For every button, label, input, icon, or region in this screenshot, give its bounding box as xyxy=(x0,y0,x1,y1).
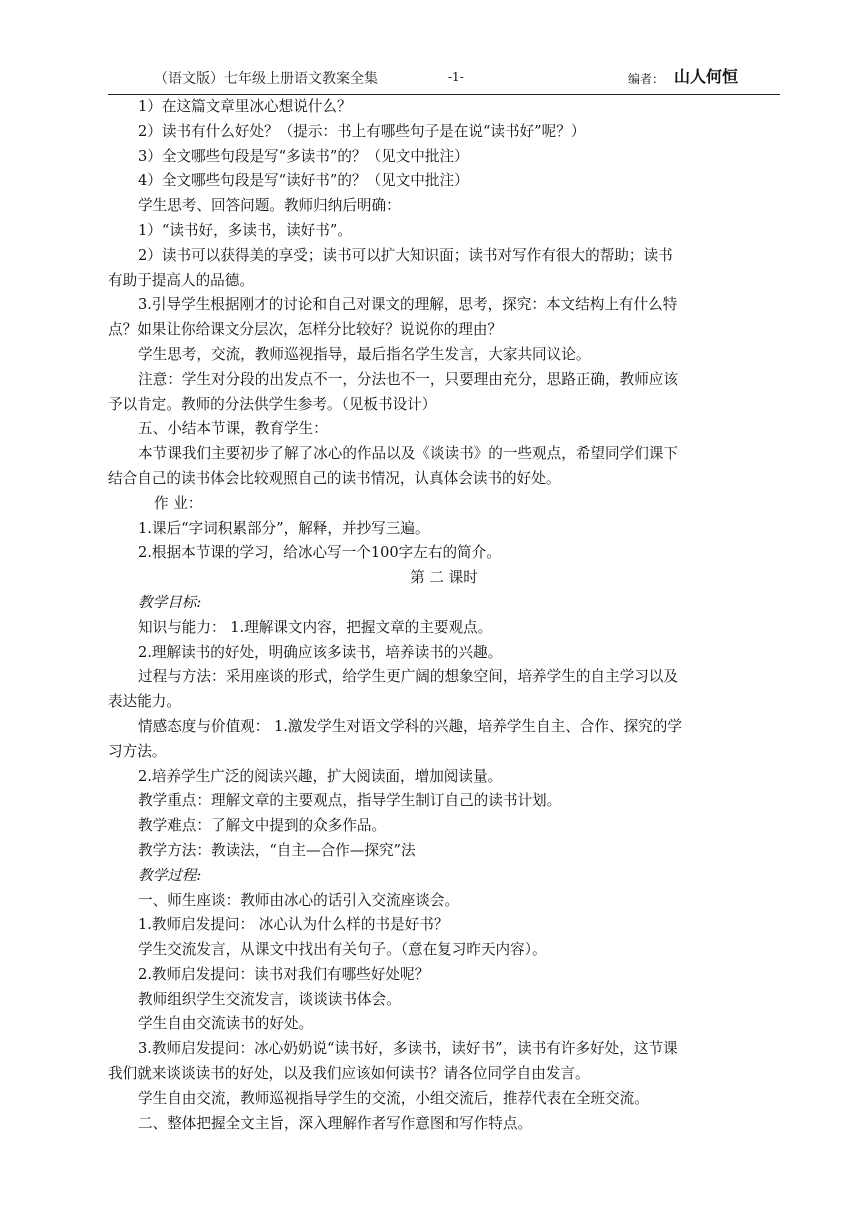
editor-label: 编者： xyxy=(628,72,665,86)
text-line: 1.课后“字词积累部分”，解释，并抄写三遍。 xyxy=(138,519,430,537)
text-line: 予以肯定。教师的分法供学生参考。（见板书设计） xyxy=(108,395,437,413)
text-line: 一、师生座谈：教师由冰心的话引入交流座谈会。 xyxy=(138,891,460,909)
text-line: 点？如果让你给课文分层次，怎样分比较好？说说你的理由？ xyxy=(108,321,503,339)
text-line: 结合自己的读书体会比较观照自己的读书情况，认真体会读书的好处。 xyxy=(108,469,561,487)
text-line: 2.培养学生广泛的阅读兴趣，扩大阅读面，增加阅读量。 xyxy=(138,767,503,785)
text-line: 1）“读书好，多读书，读好书”。 xyxy=(138,221,352,239)
text-line: 2）读书有什么好处？（提示：书上有哪些句子是在说“读书好”呢？） xyxy=(138,122,586,140)
page-header xyxy=(108,62,780,95)
text-line: 过程与方法：采用座谈的形式，给学生更广阔的想象空间，培养学生的自主学习以及 xyxy=(138,668,678,686)
header-title: （语文版）七年级上册语文教案全集 xyxy=(154,71,378,87)
text-line: 学生思考，交流，教师巡视指导，最后指名学生发言，大家共同议论。 xyxy=(138,345,591,363)
text-line: 2.理解读书的好处，明确应该多读书，培养读书的兴趣。 xyxy=(138,643,503,661)
text-line: 五、小结本节课，教育学生： xyxy=(138,420,328,438)
text-line: 学生自由交流读书的好处。 xyxy=(138,1015,314,1033)
text-line: 3.教师启发提问：冰心奶奶说“读书好，多读书，读好书”，读书有许多好处，这节课 xyxy=(138,1040,678,1058)
text-line: 教学重点：理解文章的主要观点，指导学生制订自己的读书计划。 xyxy=(138,792,562,810)
text-line: 习方法。 xyxy=(108,742,167,760)
subheading: 教学过程: xyxy=(138,866,202,884)
text-line: 教学难点：了解文中提到的众多作品。 xyxy=(138,817,387,835)
text-line: 学生思考、回答问题。教师归纳后明确： xyxy=(138,197,401,215)
document-body xyxy=(108,95,780,1136)
text-line: 学生交流发言，从课文中找出有关句子。（意在复习昨天内容）。 xyxy=(138,941,547,959)
text-line: 二、整体把握全文主旨，深入理解作者写作意图和写作特点。 xyxy=(138,1114,533,1132)
text-line: 2.根据本节课的学习，给冰心写一个100字左右的简介。 xyxy=(138,544,501,562)
text-line: 教学方法：教读法，“自主—合作—探究”法 xyxy=(138,841,416,859)
text-line: 有助于提高人的品德。 xyxy=(108,271,254,289)
text-line: 2）读书可以获得美的享受；读书可以扩大知识面；读书对写作有很大的帮助；读书 xyxy=(138,246,673,264)
homework-heading: 作 业： xyxy=(154,494,203,512)
text-line: 学生自由交流，教师巡视指导学生的交流，小组交流后，推荐代表在全班交流。 xyxy=(138,1089,649,1107)
text-line: 4）全文哪些句段是写“读好书”的？（见文中批注） xyxy=(138,172,469,190)
text-line: 情感态度与价值观： 1.激发学生对语文学科的兴趣，培养学生自主、合作、探究的学 xyxy=(138,717,682,735)
text-line: 2.教师启发提问：读书对我们有哪些好处呢？ xyxy=(138,965,430,983)
text-line: 注意：学生对分段的出发点不一，分法也不一，只要理由充分，思路正确，教师应该 xyxy=(138,370,678,388)
text-line: 1）在这篇文章里冰心想说什么？ xyxy=(138,98,352,115)
text-line: 3）全文哪些句段是写“多读书”的？（见文中批注） xyxy=(138,147,469,165)
text-line: 1.教师启发提问： 冰心认为什么样的书是好书？ xyxy=(138,916,449,934)
text-line: 我们就来谈谈读书的好处，以及我们应该如何读书？请各位同学自由发言。 xyxy=(108,1065,590,1083)
text-line: 表达能力。 xyxy=(108,693,181,711)
subheading: 教学目标: xyxy=(138,593,202,611)
text-line: 知识与能力： 1.理解课文内容，把握文章的主要观点。 xyxy=(138,618,493,636)
text-line: 教师组织学生交流发言，谈谈读书体会。 xyxy=(138,990,401,1008)
author-name: 山人何恒 xyxy=(674,67,739,86)
section-heading: 第 二 课时 xyxy=(410,569,478,587)
text-line: 本节课我们主要初步了解了冰心的作品以及《谈读书》的一些观点，希望同学们课下 xyxy=(138,445,678,463)
page-number: -1- xyxy=(448,70,464,84)
text-line: 3.引导学生根据刚才的讨论和自己对课文的理解，思考，探究：本文结构上有什么特 xyxy=(138,296,678,314)
